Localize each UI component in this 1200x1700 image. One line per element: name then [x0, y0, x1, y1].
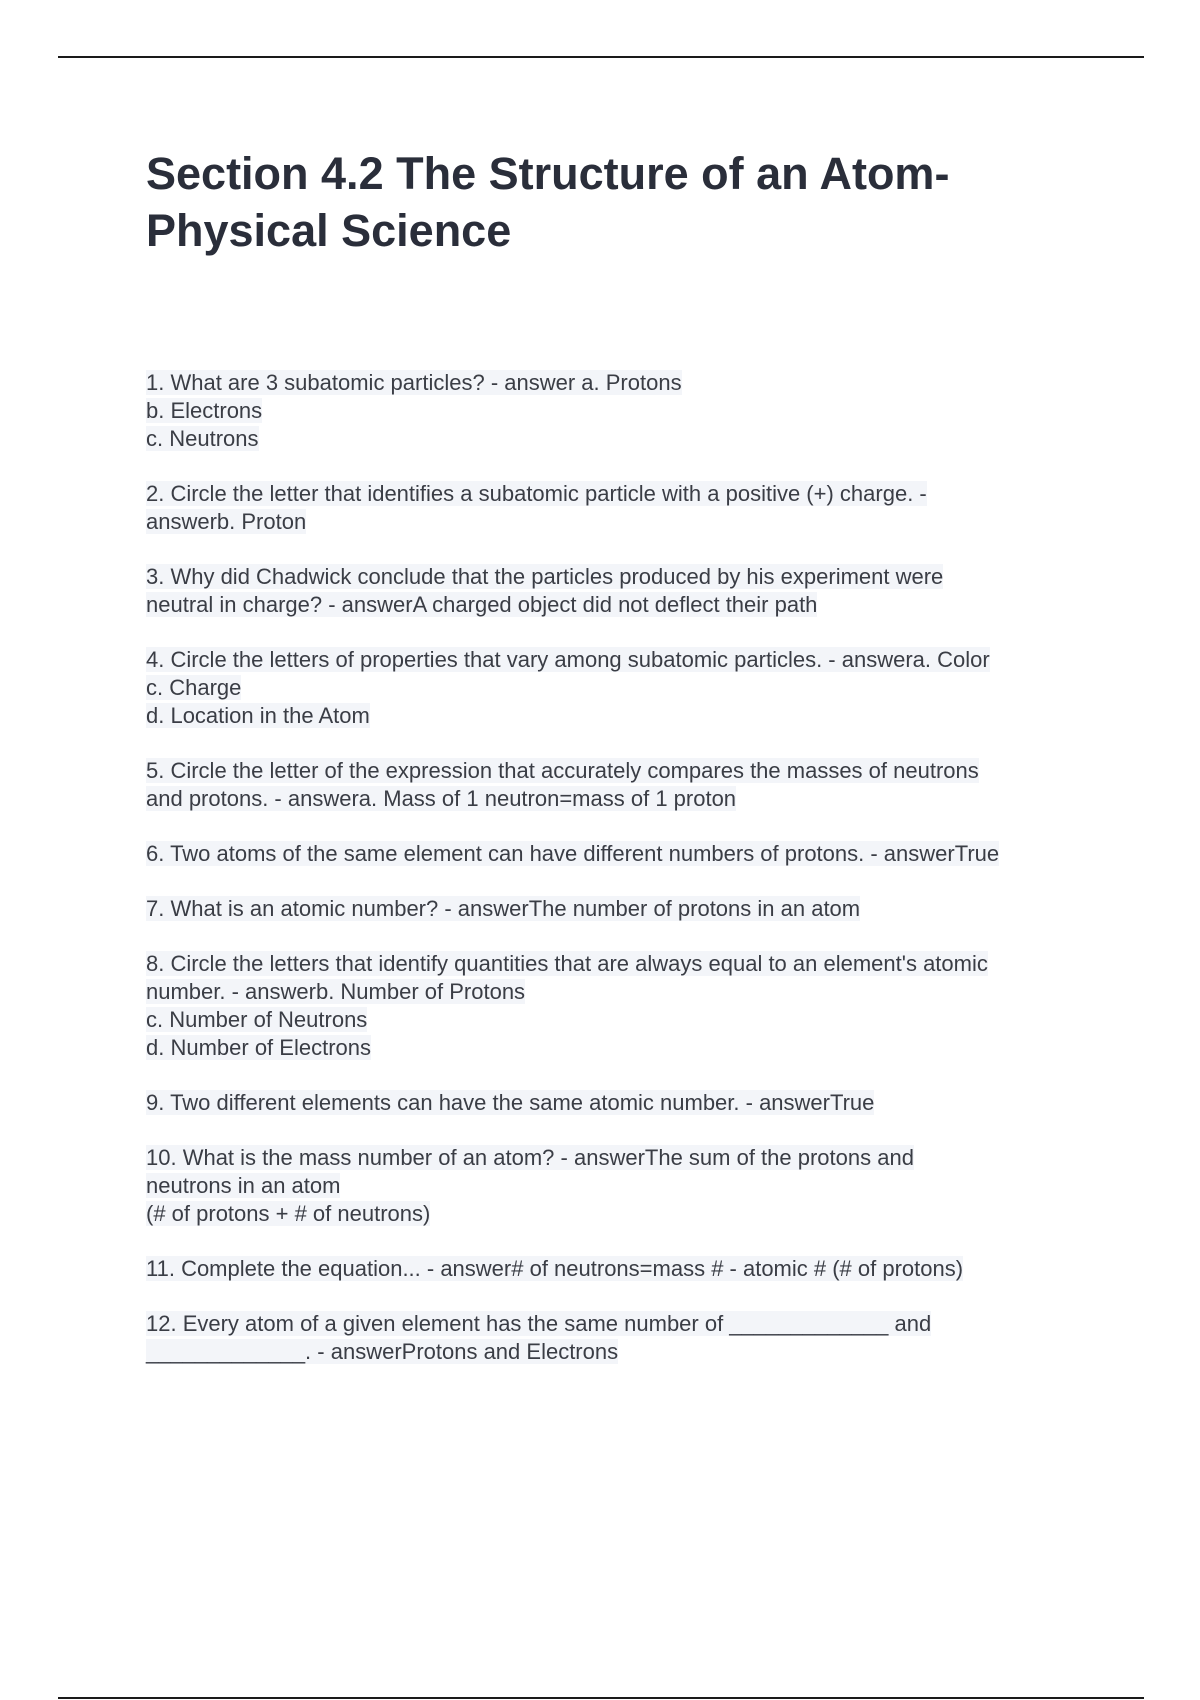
top-rule: [58, 56, 1144, 58]
question-line-text: 5. Circle the letter of the expression that accurately compares the masses of neutrons: [146, 758, 979, 783]
question-line: [146, 785, 1096, 813]
question-line: [146, 674, 1096, 702]
question-line: [146, 369, 1096, 397]
question-line-text: 11. Complete the equation... - answer# of neutrons=mass # - atomic # (# of protons): [146, 1256, 964, 1281]
question-line-text: neutral in charge? - answerA charged object did not deflect their path: [146, 592, 818, 617]
question-item: [146, 480, 1096, 536]
question-line: [146, 702, 1096, 730]
question-line-text: c. Charge: [146, 675, 242, 700]
question-line-text: 7. What is an atomic number? - answerThe number of protons in an atom: [146, 896, 861, 921]
question-line-text: 12. Every atom of a given element has the same number of _____________ and: [146, 1311, 932, 1336]
question-line: [146, 1172, 1096, 1200]
question-line: [146, 1255, 1096, 1283]
document-title: [146, 145, 1096, 259]
question-line-text: 10. What is the mass number of an atom? - answerThe sum of the protons and: [146, 1145, 914, 1170]
question-item: [146, 646, 1096, 730]
question-line-text: 3. Why did Chadwick conclude that the particles produced by his experiment were: [146, 564, 944, 589]
question-line-text: 8. Circle the letters that identify quantities that are always equal to an element's atomic: [146, 951, 988, 976]
question-line-text: d. Location in the Atom: [146, 703, 370, 728]
question-line-text: 2. Circle the letter that identifies a subatomic particle with a positive (+) charge. -: [146, 481, 927, 506]
question-line-text: number. - answerb. Number of Protons: [146, 979, 526, 1004]
question-line-text: d. Number of Electrons: [146, 1035, 371, 1060]
title-line-2: Physical Science: [146, 205, 512, 256]
bottom-rule: [58, 1697, 1144, 1699]
question-line: [146, 1144, 1096, 1172]
question-line: [146, 1034, 1096, 1062]
question-line: [146, 1006, 1096, 1034]
question-item: [146, 840, 1096, 868]
question-line-text: and protons. - answera. Mass of 1 neutron=mass of 1 proton: [146, 786, 737, 811]
question-item: [146, 1144, 1096, 1228]
question-item: [146, 895, 1096, 923]
question-line-text: c. Number of Neutrons: [146, 1007, 368, 1032]
question-item: [146, 757, 1096, 813]
question-line: [146, 1310, 1096, 1338]
question-line: [146, 895, 1096, 923]
question-line-text: (# of protons + # of neutrons): [146, 1201, 431, 1226]
question-line: [146, 1089, 1096, 1117]
question-item: [146, 563, 1096, 619]
question-line-text: 4. Circle the letters of properties that vary among subatomic particles. - answera. Color: [146, 647, 990, 672]
question-line: [146, 563, 1096, 591]
question-line-text: neutrons in an atom: [146, 1173, 341, 1198]
question-line: [146, 480, 1096, 508]
question-line-text: c. Neutrons: [146, 426, 259, 451]
question-line-text: 6. Two atoms of the same element can have different numbers of protons. - answerTrue: [146, 841, 1000, 866]
question-line: [146, 978, 1096, 1006]
question-line-text: answerb. Proton: [146, 509, 307, 534]
question-line-text: b. Electrons: [146, 398, 263, 423]
question-line: [146, 1338, 1096, 1366]
question-answer-list: [146, 369, 1096, 1366]
question-line: [146, 1200, 1096, 1228]
document-body: [146, 145, 1096, 1393]
question-item: [146, 1255, 1096, 1283]
question-line-text: _____________. - answerProtons and Electrons: [146, 1339, 619, 1364]
question-line: [146, 757, 1096, 785]
question-line-text: 1. What are 3 subatomic particles? - answer a. Protons: [146, 370, 682, 395]
question-line: [146, 646, 1096, 674]
question-line: [146, 950, 1096, 978]
question-line-text: 9. Two different elements can have the same atomic number. - answerTrue: [146, 1090, 875, 1115]
question-line: [146, 508, 1096, 536]
question-item: [146, 1089, 1096, 1117]
question-line: [146, 425, 1096, 453]
question-item: [146, 369, 1096, 453]
question-line: [146, 840, 1096, 868]
question-item: [146, 1310, 1096, 1366]
title-line-1: Section 4.2 The Structure of an Atom-: [146, 148, 950, 199]
question-line: [146, 591, 1096, 619]
question-line: [146, 397, 1096, 425]
question-item: [146, 950, 1096, 1062]
